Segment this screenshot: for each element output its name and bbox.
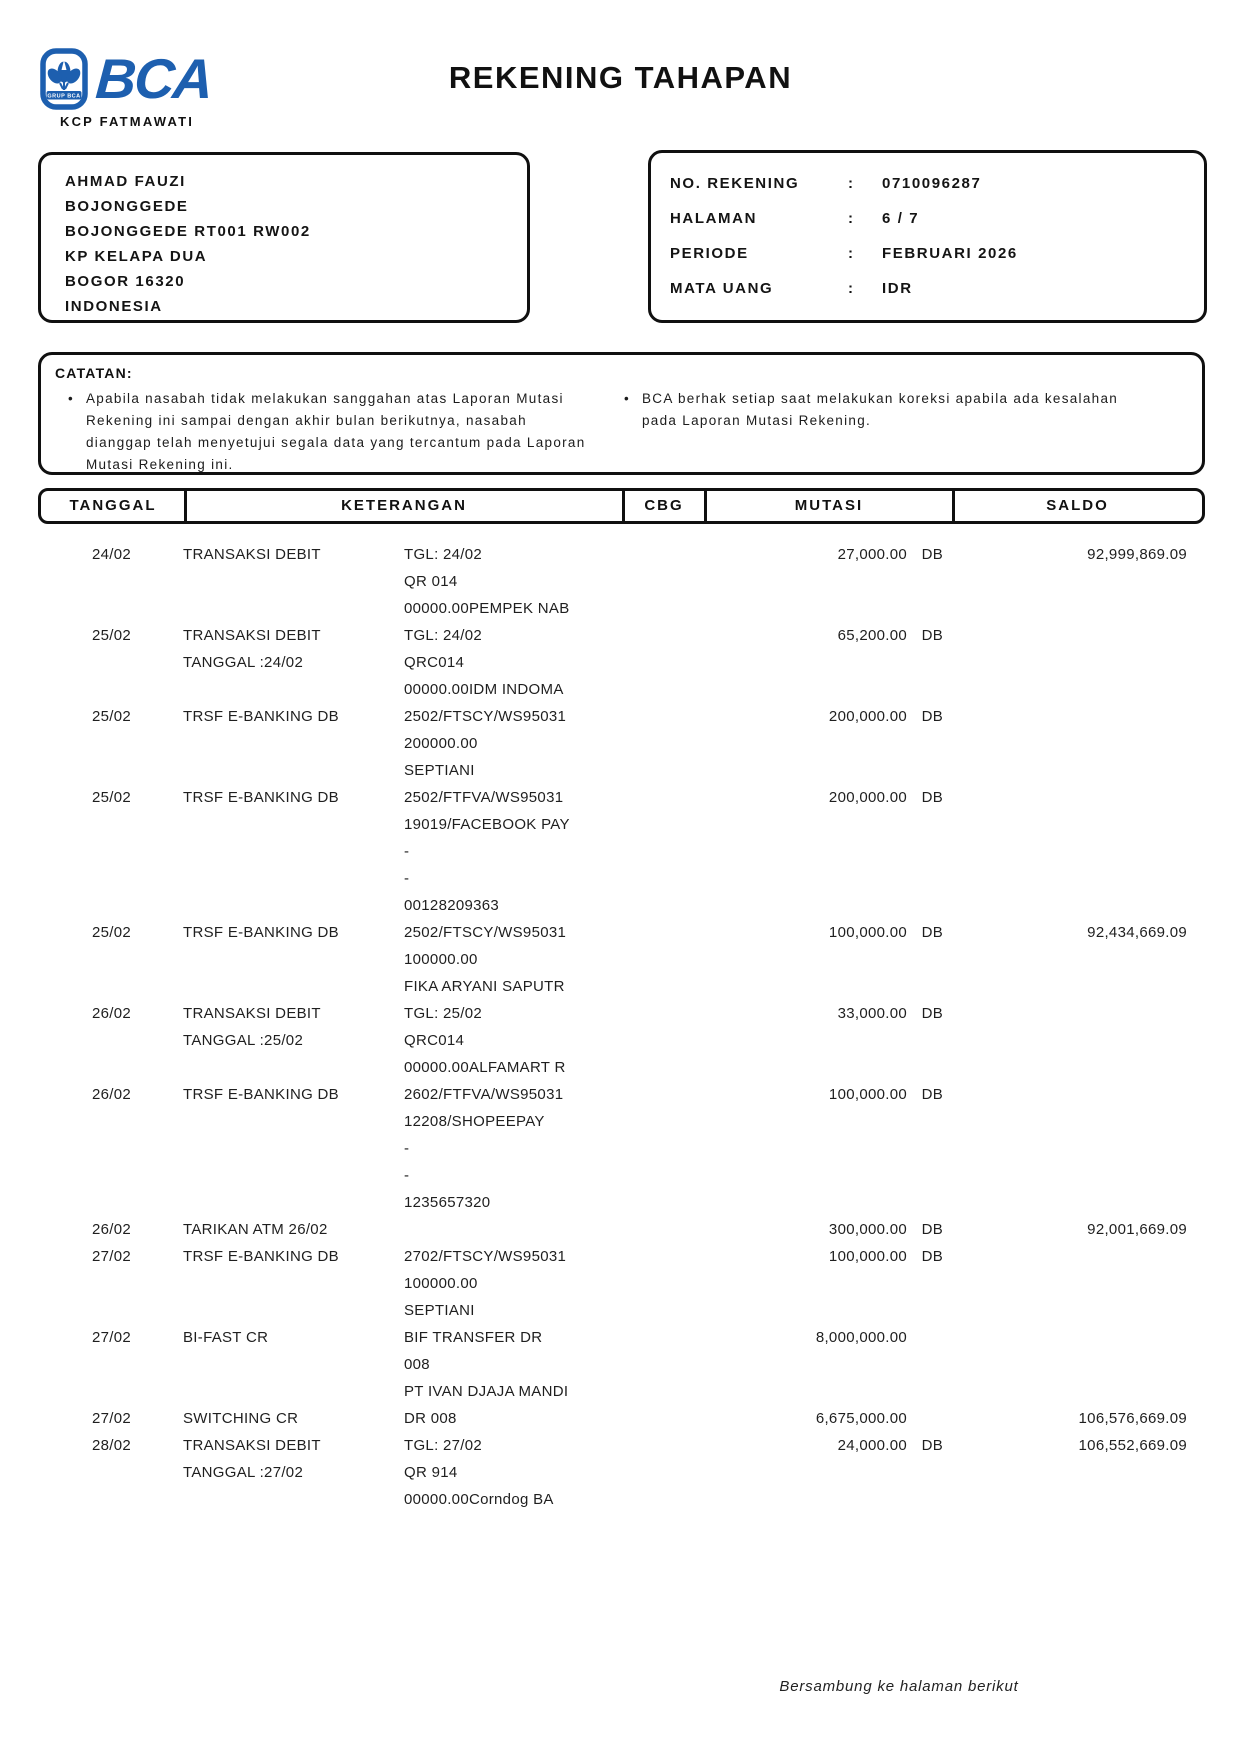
cell-mutasi-amount: 200,000.00 (828, 789, 907, 806)
period-row (670, 236, 1204, 271)
cell-detail: TGL: 27/02 QR 914 00000.00Corndog BA (404, 1437, 554, 1508)
account-number-row (670, 166, 1204, 201)
currency-value: IDR (882, 280, 913, 297)
cell-debit-flag: DB (921, 546, 943, 563)
cell-date: 25/02 (92, 789, 132, 806)
cell-detail: 2502/FTFVA/WS95031 19019/FACEBOOK PAY - - 00128209363 (404, 789, 570, 914)
cell-mutasi-amount: 65,200.00 (837, 627, 907, 644)
cell-description: SWITCHING CR (183, 1410, 299, 1427)
cell-date: 25/02 (92, 708, 132, 725)
cell-date: 28/02 (92, 1437, 132, 1454)
cell-saldo: 106,552,669.09 (1078, 1437, 1187, 1454)
column-header-saldo: SALDO (1046, 497, 1109, 514)
transaction-rows (0, 541, 1241, 1513)
table-row (0, 541, 1241, 622)
cell-date: 26/02 (92, 1005, 132, 1022)
table-row (0, 1432, 1241, 1513)
cell-mutasi-amount: 8,000,000.00 (815, 1329, 907, 1346)
note-item (624, 388, 1124, 432)
notes-title: CATATAN: (55, 365, 133, 381)
cell-description: TRSF E-BANKING DB (183, 1086, 339, 1103)
customer-address-line: BOJONGGEDE (65, 198, 189, 215)
cell-date: 27/02 (92, 1329, 132, 1346)
cell-saldo: 92,999,869.09 (1087, 546, 1187, 563)
table-row (0, 622, 1241, 703)
branch-name: KCP FATMAWATI (60, 114, 195, 129)
table-row (0, 1405, 1241, 1432)
cell-debit-flag: DB (921, 789, 943, 806)
table-row (0, 1243, 1241, 1324)
cell-debit-flag: DB (921, 1086, 943, 1103)
cell-debit-flag: DB (921, 1248, 943, 1265)
notes-box (38, 352, 1205, 475)
separator: : (848, 280, 853, 297)
cell-description: TRANSAKSI DEBIT TANGGAL :24/02 (183, 627, 321, 671)
customer-address-line: BOJONGGEDE RT001 RW002 (65, 223, 311, 240)
cell-detail: 2602/FTFVA/WS95031 12208/SHOPEEPAY - - 1235657320 (404, 1086, 564, 1211)
currency-label: MATA UANG (670, 280, 774, 297)
cell-date: 25/02 (92, 627, 132, 644)
cell-detail: DR 008 (404, 1410, 457, 1427)
table-row (0, 784, 1241, 919)
cell-description: BI-FAST CR (183, 1329, 269, 1346)
cell-mutasi-amount: 27,000.00 (837, 546, 907, 563)
cell-detail: BIF TRANSFER DR 008 PT IVAN DJAJA MANDI (404, 1329, 569, 1400)
cell-detail: 2502/FTSCY/WS95031 200000.00 SEPTIANI (404, 708, 567, 779)
table-row (0, 919, 1241, 1000)
customer-address-box (38, 152, 530, 323)
cell-detail: TGL: 24/02 QR 014 00000.00PEMPEK NAB (404, 546, 570, 617)
separator: : (848, 175, 853, 192)
cell-debit-flag: DB (921, 627, 943, 644)
page-title: REKENING TAHAPAN (448, 60, 793, 95)
cell-mutasi-amount: 6,675,000.00 (815, 1410, 907, 1427)
page-number-row (670, 201, 1204, 236)
customer-address-line: KP KELAPA DUA (65, 248, 208, 265)
separator: : (848, 245, 853, 262)
account-info-box (648, 150, 1207, 323)
column-header-cbg: CBG (644, 497, 684, 514)
cell-mutasi-amount: 33,000.00 (837, 1005, 907, 1022)
cell-mutasi-amount: 24,000.00 (837, 1437, 907, 1454)
bca-wordmark: BCA (93, 47, 214, 110)
cell-debit-flag: DB (921, 1005, 943, 1022)
separator: : (848, 210, 853, 227)
cell-debit-flag: DB (921, 924, 943, 941)
cell-description: TRSF E-BANKING DB (183, 789, 339, 806)
note-text: BCA berhak setiap saat melakukan koreksi apabila ada kesalahan pada Laporan Mutasi Rekening. (642, 391, 1119, 428)
table-row (0, 1081, 1241, 1216)
cell-date: 26/02 (92, 1221, 132, 1238)
svg-text:GRUP BCA: GRUP BCA (47, 93, 81, 100)
cell-description: TRANSAKSI DEBIT TANGGAL :27/02 (183, 1437, 321, 1481)
cell-description: TARIKAN ATM 26/02 (183, 1221, 328, 1238)
table-row (0, 1216, 1241, 1243)
cell-date: 27/02 (92, 1410, 132, 1427)
page-number-value: 6 / 7 (882, 210, 920, 227)
cell-date: 26/02 (92, 1086, 132, 1103)
note-text: Apabila nasabah tidak melakukan sanggahan atas Laporan Mutasi Rekening ini sampai dengan akhir bulan berikutnya, nasabah dianggap telah menyetujui segala data yang tercantum pada Laporan Mutasi Rekening ini. (86, 391, 586, 472)
bullet-icon: • (68, 391, 75, 406)
cell-description: TRSF E-BANKING DB (183, 708, 339, 725)
cell-detail: 2502/FTSCY/WS95031 100000.00 FIKA ARYANI SAPUTR (404, 924, 567, 995)
table-row (0, 1000, 1241, 1081)
cell-detail: TGL: 25/02 QRC014 00000.00ALFAMART R (404, 1005, 566, 1076)
column-header-keterangan: KETERANGAN (341, 497, 467, 514)
continuation-note: Bersambung ke halaman berikut (779, 1678, 1019, 1695)
note-item (68, 388, 586, 476)
table-header (38, 488, 1205, 524)
cell-saldo: 92,434,669.09 (1087, 924, 1187, 941)
currency-row (670, 271, 1204, 306)
table-row (0, 703, 1241, 784)
cell-saldo: 106,576,669.09 (1078, 1410, 1187, 1427)
cell-mutasi-amount: 100,000.00 (828, 1086, 907, 1103)
column-header-mutasi: MUTASI (794, 497, 864, 514)
cell-mutasi-amount: 300,000.00 (828, 1221, 907, 1238)
cell-date: 24/02 (92, 546, 132, 563)
bullet-icon: • (624, 391, 631, 406)
cell-description: TRANSAKSI DEBIT TANGGAL :25/02 (183, 1005, 321, 1049)
period-value: FEBRUARI 2026 (882, 245, 1018, 262)
cell-date: 27/02 (92, 1248, 132, 1265)
page-number-label: HALAMAN (670, 210, 758, 227)
cell-debit-flag: DB (921, 1221, 943, 1238)
period-label: PERIODE (670, 245, 749, 262)
cell-description: TRSF E-BANKING DB (183, 1248, 339, 1265)
column-header-tanggal: TANGGAL (69, 497, 157, 514)
account-number-label: NO. REKENING (670, 175, 800, 192)
cell-detail: 2702/FTSCY/WS95031 100000.00 SEPTIANI (404, 1248, 567, 1319)
cell-description: TRSF E-BANKING DB (183, 924, 339, 941)
cell-date: 25/02 (92, 924, 132, 941)
cell-debit-flag: DB (921, 708, 943, 725)
customer-name: AHMAD FAUZI (65, 173, 186, 190)
cell-mutasi-amount: 100,000.00 (828, 1248, 907, 1265)
cell-mutasi-amount: 200,000.00 (828, 708, 907, 725)
cell-description: TRANSAKSI DEBIT (183, 546, 321, 563)
cell-saldo: 92,001,669.09 (1087, 1221, 1187, 1238)
customer-address-line: INDONESIA (65, 298, 163, 315)
cell-detail: TGL: 24/02 QRC014 00000.00IDM INDOMA (404, 627, 564, 698)
account-number-value: 0710096287 (882, 175, 982, 192)
cell-mutasi-amount: 100,000.00 (828, 924, 907, 941)
customer-address-line: BOGOR 16320 (65, 273, 186, 290)
table-row (0, 1324, 1241, 1405)
cell-debit-flag: DB (921, 1437, 943, 1454)
